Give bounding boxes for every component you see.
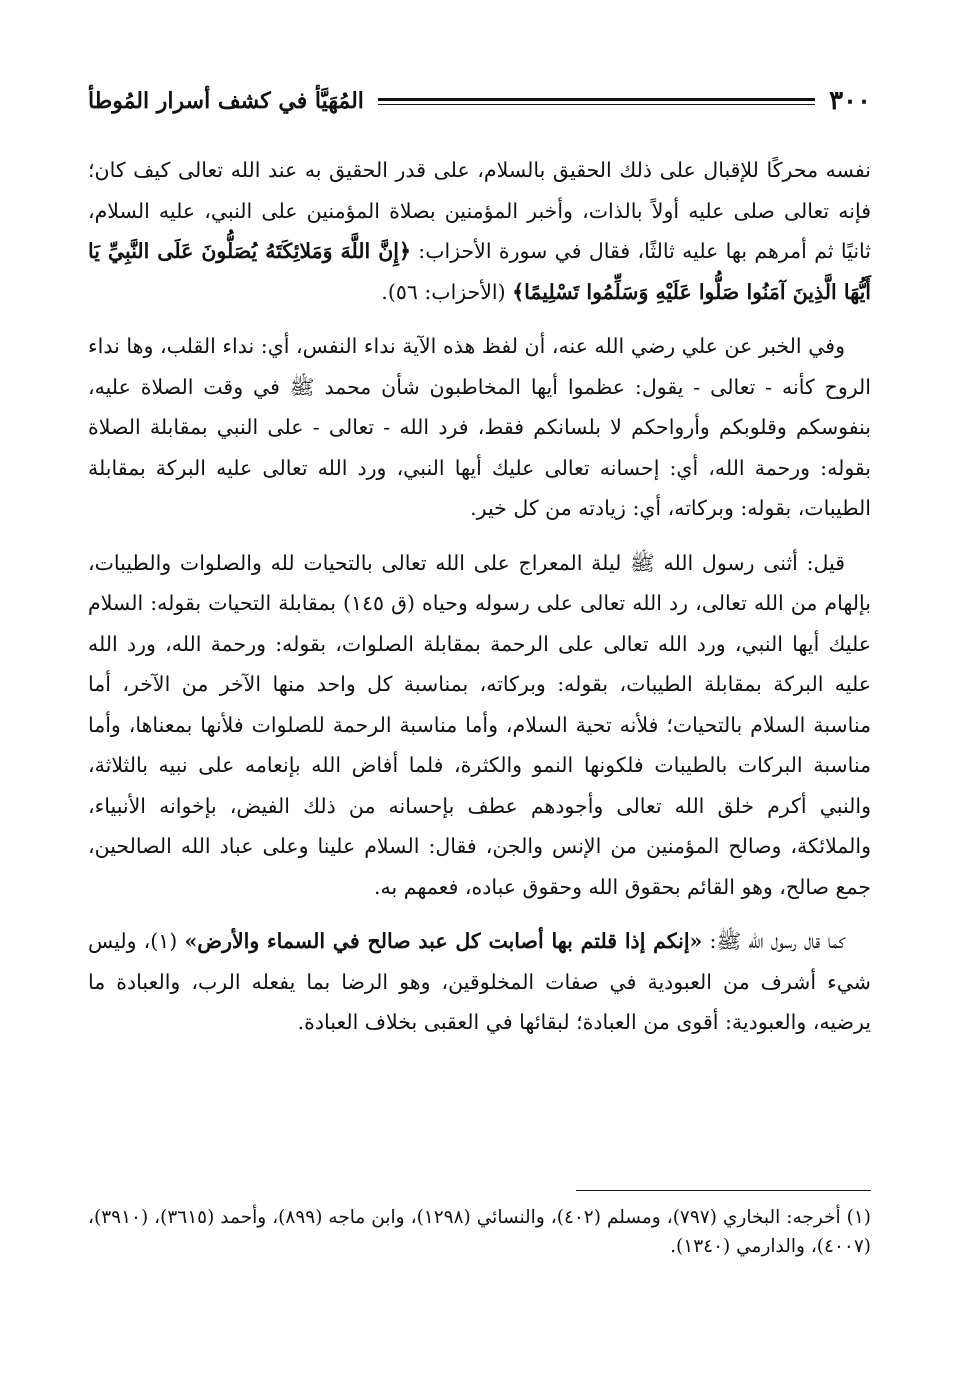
paragraph-4-after: ، وليس شيء أشرف من العبودية في صفات المخلوقين، وهو الرضا بما يفعله الرب، والعبادة ما يرضيه، والعبودية: أقوى من العبادة؛ لبقائها في العقبى بخلاف العبادة. [88,929,871,1034]
running-title: المُهَيَّأ في كشف أسرار المُوطأ [88,88,364,114]
paragraph-1 [88,150,871,312]
paragraph-2 [88,326,871,529]
paragraph-3 [88,543,871,908]
paragraph-4-before: كما قال رسول الله ﷺ: [702,929,845,953]
page-number: ٣٠٠ [829,86,871,116]
paragraph-2-text: وفي الخبر عن علي رضي الله عنه، أن لفظ هذه الآية نداء النفس، أي: نداء القلب، وها نداء الروح كأنه - تعالى - يقول: عظموا أيها المخاطبون شأن محمد ﷺ في وقت الصلاة عليه، بنفوسكم وقلوبكم وأرواحكم لا بلسانكم فقط، فرد الله - تعالى - على النبي بمقابلة الصلاة بقوله: ورحمة الله، أي: إحسانه تعالى عليك أيها النبي، ورد الله تعالى عليه البركة بمقابلة الطيبات، بقوله: وبركاته، أي: زيادته من كل خير. [88,334,871,520]
paragraph-4 [88,921,871,1043]
paragraph-1-before: نفسه محركًا للإقبال على ذلك الحقيق بالسلام، على قدر الحقيق به عند الله تعالى كيف كان؛ فإنه تعالى صلى عليه أولاً بالذات، وأخبر المؤمنين بصلاة المؤمنين على النبي، عليه السلام، ثانيًا ثم أمرهم بها عليه ثالثًا، فقال في سورة الأحزاب: [88,158,871,263]
verse-citation: (الأحزاب: ٥٦). [381,279,513,304]
page-header [88,78,871,124]
quran-verse: ﴿إِنَّ اللَّهَ وَمَلائِكَتَهُ يُصَلُّونَ عَلَى النَّبِيِّ يَا أَيُّهَا الَّذِينَ آمَنُوا صَلُّوا عَلَيْهِ وَسَلِّمُوا تَسْلِيمًا﴾ [88,239,871,304]
header-rule [378,98,815,105]
main-text [88,150,871,1057]
hadith-quote: «إنكم إذا قلتم بها أصابت كل عبد صالح في السماء والأرض» [184,929,703,953]
footnote-1: (١) أخرجه: البخاري (٧٩٧)، ومسلم (٤٠٢)، والنسائي (١٢٩٨)، وابن ماجه (٨٩٩)، وأحمد (٣٦١٥)، (٣٩١٠)، (٤٠٠٧)، والدارمي (١٣٤٠). [88,1207,872,1257]
paragraph-3-text: قيل: أثنى رسول الله ﷺ ليلة المعراج على الله تعالى بالتحيات لله والصلوات والطيبات، بإلهام من الله تعالى، رد الله تعالى على رسوله وحياه (ق ١٤٥) بمقابلة التحيات بقوله: السلام عليك أيها النبي، ورد الله تعالى على الرحمة بمقابلة الصلوات، بقوله: ورحمة الله، ورد الله عليه البركة بمقابلة الطيبات، بقوله: وبركاته، بمناسبة كل واحد منها الآخر من الآخر، أما مناسبة السلام بالتحيات؛ فلأنه تحية السلام، وأما مناسبة الرحمة للصلوات فلأنها بمعناها، وأما مناسبة البركات بالطيبات فلكونها النمو والكثرة، فلما أفاض الله بإنعامه على نبيه بالثلاثة، والنبي أكرم خلق الله تعالى وأجودهم عطف بإحسانه من ذلك الفيض، بإخوانه الأنبياء، والملائكة، وصالح المؤمنين من الإنس والجن، فقال: السلام علينا وعلى عباد الله الصالحين، جمع صالح، وهو القائم بحقوق الله وحقوق عباده، فعمهم به. [88,550,871,899]
footnote-reference[interactable]: (١) [150,929,185,953]
footnotes [88,1203,871,1261]
footnote-separator [576,1190,871,1191]
